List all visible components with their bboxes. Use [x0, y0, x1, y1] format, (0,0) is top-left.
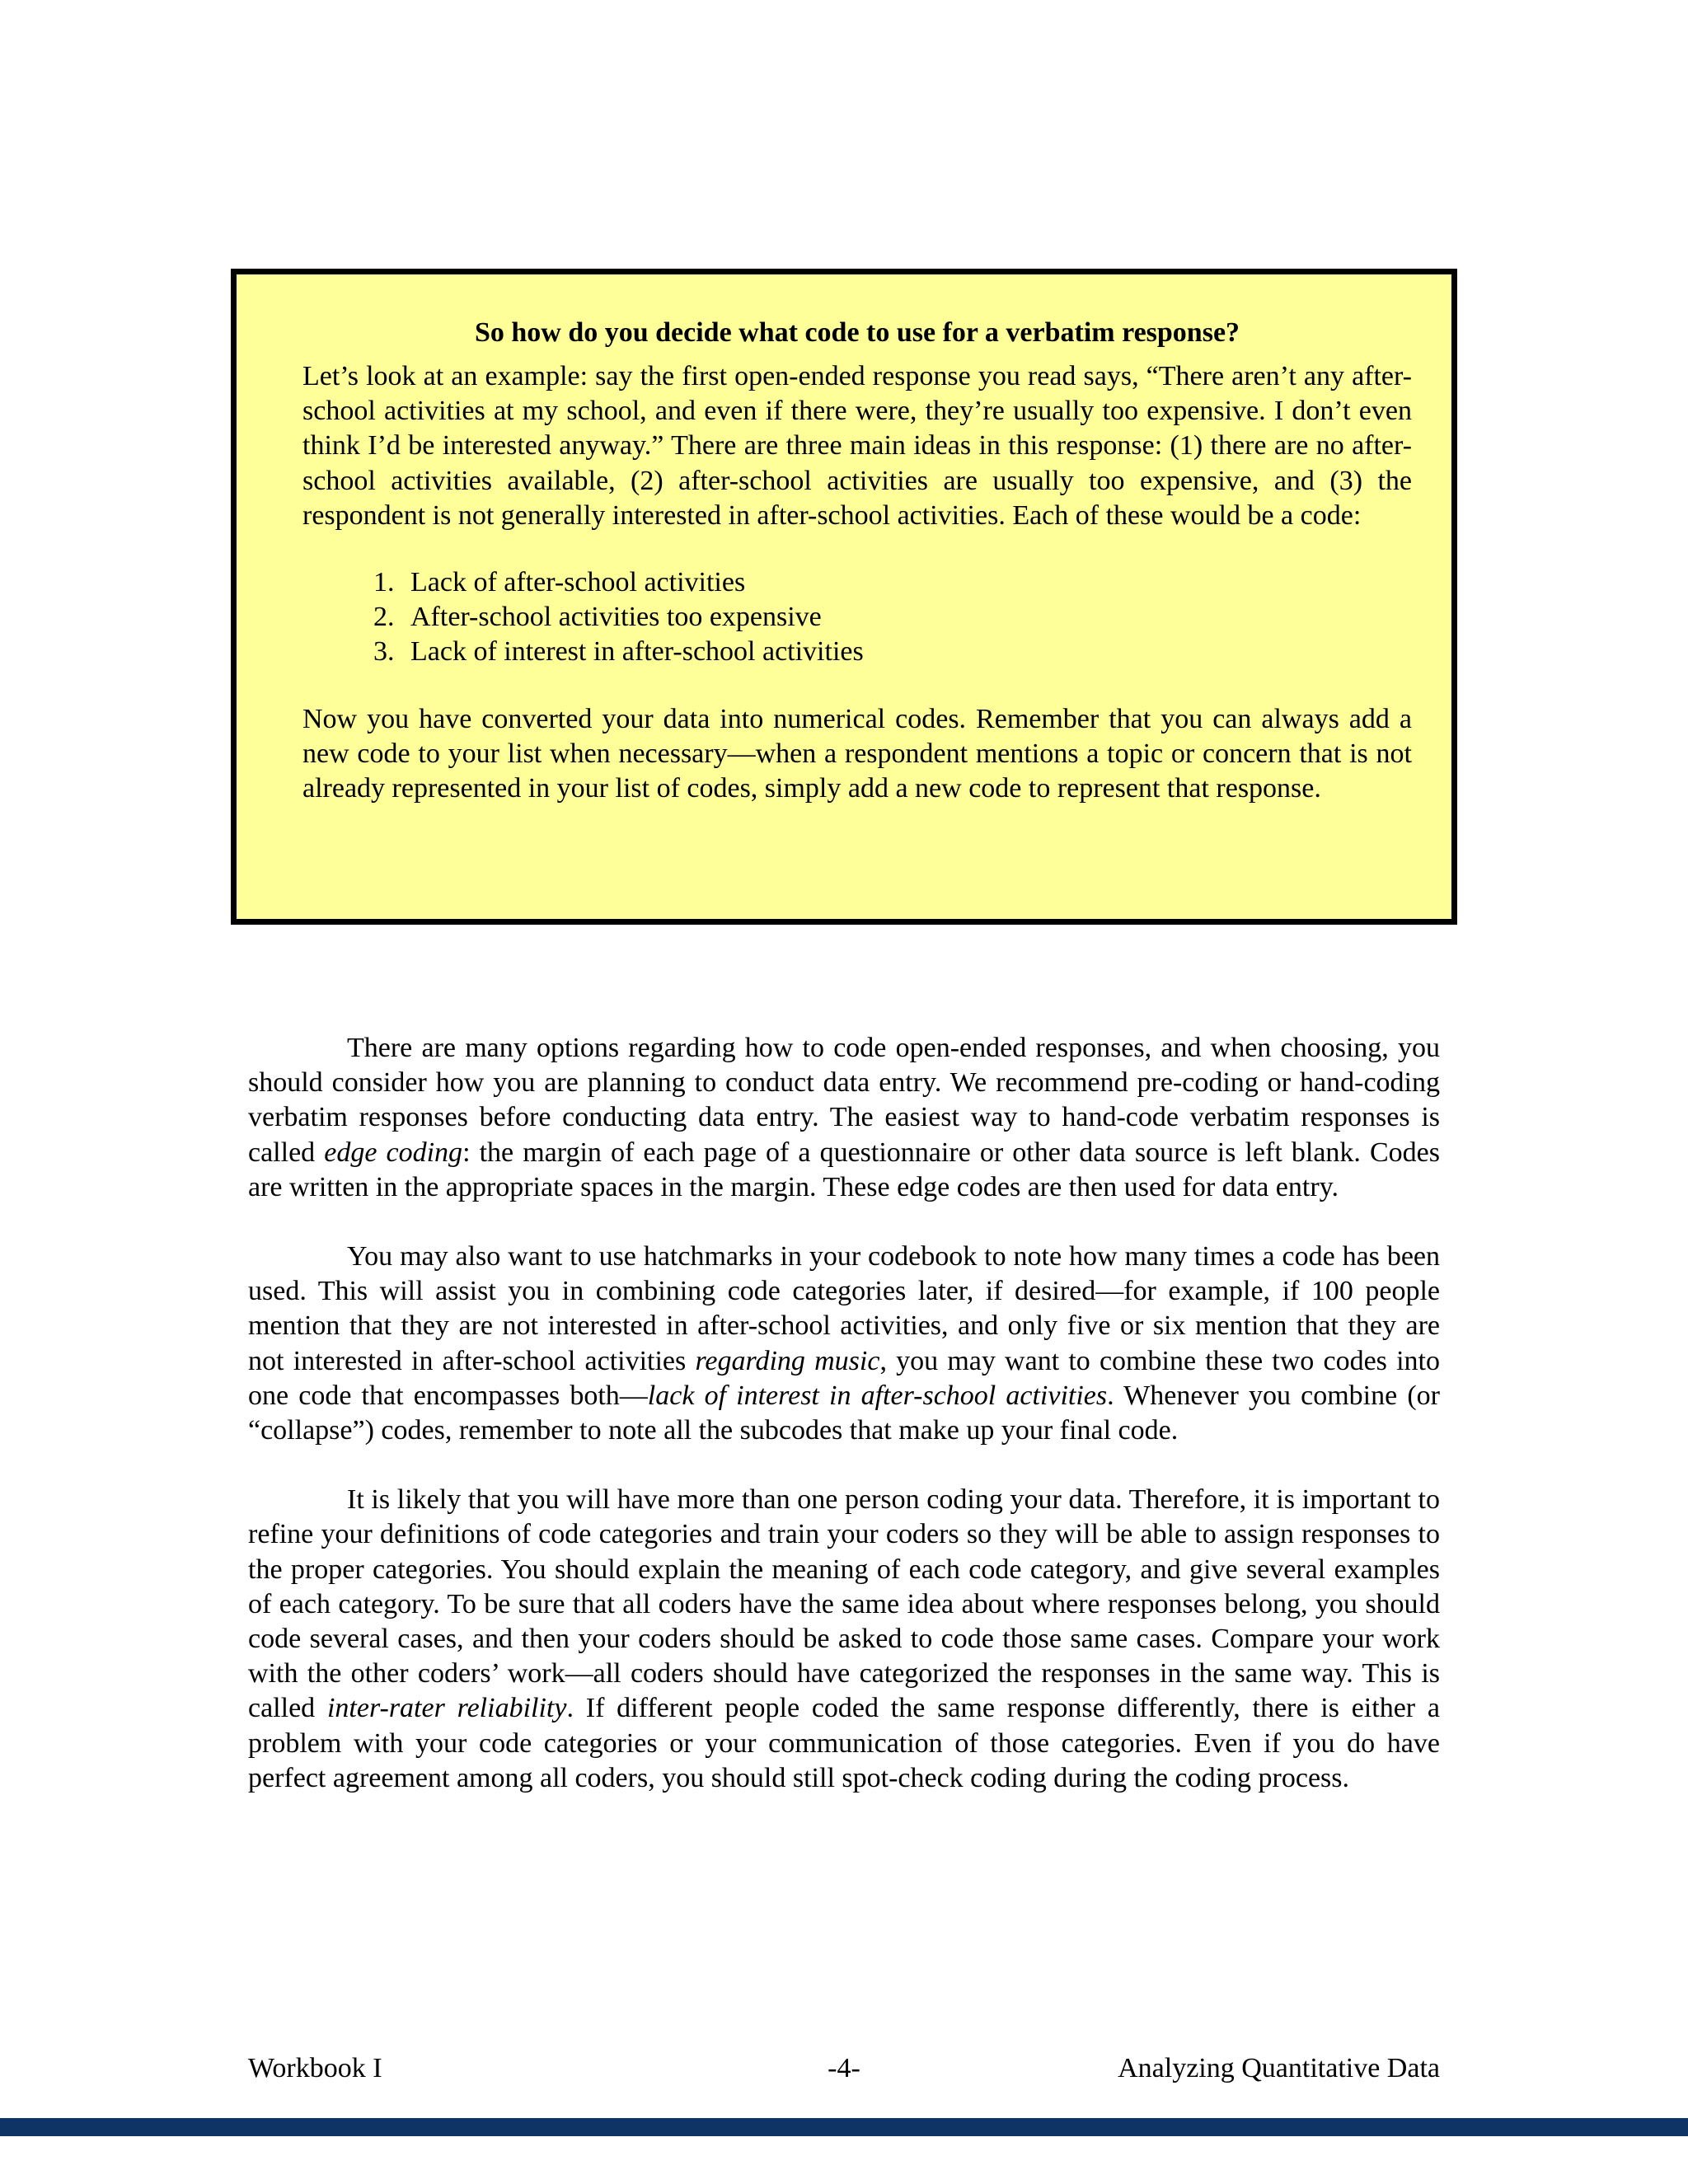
callout-title: So how do you decide what code to use for a verbatim response?: [474, 317, 1240, 348]
text-run: It is likely that you will have more than one person coding your data. Therefore, it is important to refine your definitions of code categories and train your coders so they will be able to assign responses to the proper categories. You should explain the meaning of each code category, and give several examples of each category. To be sure that all coders have the same idea about where responses belong, you should code several cases, and then your coders should be asked to code those same cases. Compare your work with the other coders’ work—all coders should have categorized the responses in the same way. This is called: [248, 1484, 1440, 1724]
term-edge-coding: edge coding: [324, 1137, 463, 1168]
text-run: . Whenever you combine (or “collapse”) codes, remember to note all the subcodes that make up your final code.: [248, 1380, 1440, 1446]
term-lack-of-interest: lack of interest in after-school activities: [647, 1380, 1108, 1411]
text-run: : the margin of each page of a questionnaire or other data source is left blank. Codes are written in the appropriate spaces in the margin. These edge codes are then used for data entry.: [248, 1137, 1440, 1202]
code-list-item: 2. After-school activities too expensive: [401, 600, 1412, 635]
footer-document-title: Analyzing Quantitative Data: [1118, 2053, 1440, 2083]
text-run: . If different people coded the same response differently, there is either a problem with your code categories or your communication of those categories. Even if you do have perfect agreement among all coders, you should still spot-check coding during the coding process.: [248, 1693, 1440, 1793]
footer-workbook-title: Workbook I: [248, 2053, 382, 2083]
body-text: [248, 1031, 1440, 1830]
callout-closing-paragraph: Now you have converted your data into numerical codes. Remember that you can always add a new code to your list when necessary—when a respondent mentions a topic or concern that is not already represented in your list of codes, simply add a new code to represent that response.: [302, 703, 1412, 804]
text-run: , you may want to combine these two codes into one code that encompasses both—: [248, 1345, 1440, 1411]
footer-page-number: -4-: [828, 2053, 860, 2083]
text-run: There are many options regarding how to code open-ended responses, and when choosing, you should consider how you are planning to conduct data entry. We recommend pre-coding or hand-coding verbatim responses before conducting data entry. The easiest way to hand-code verbatim responses is called: [248, 1033, 1440, 1168]
term-regarding-music: regarding music: [695, 1345, 880, 1376]
body-paragraph-hatchmarks: [248, 1240, 1440, 1448]
callout-intro-paragraph: Let’s look at an example: say the first open-ended response you read says, “There aren’t any after-school activities at my school, and even if there were, they’re usually too expensive. I don’t even think I’d be interested anyway.” There are three main ideas in this response: (1) there are no after-school activities available, (2) after-school activities are usually too expensive, and (3) the respondent is not generally interested in after-school activities. Each of these would be a code:: [302, 361, 1412, 531]
text-run: You may also want to use hatchmarks in your codebook to note how many times a code has been used. This will assist you in combining code categories later, if desired—for example, if 100 people mention that they are not interested in after-school activities, and only five or six mention that they are not interested in after-school activities: [248, 1241, 1440, 1376]
body-paragraph-inter-rater: [248, 1483, 1440, 1796]
code-list-item: 3. Lack of interest in after-school activities: [401, 635, 1412, 669]
page-footer: [248, 2051, 1440, 2086]
code-list: [302, 565, 1412, 670]
footer-rule-bar: [0, 2118, 1688, 2136]
term-inter-rater-reliability: inter-rater reliability: [326, 1693, 567, 1724]
callout-box: [231, 269, 1457, 925]
code-list-item: 1. Lack of after-school activities: [401, 565, 1412, 600]
body-paragraph-edge-coding: [248, 1031, 1440, 1205]
